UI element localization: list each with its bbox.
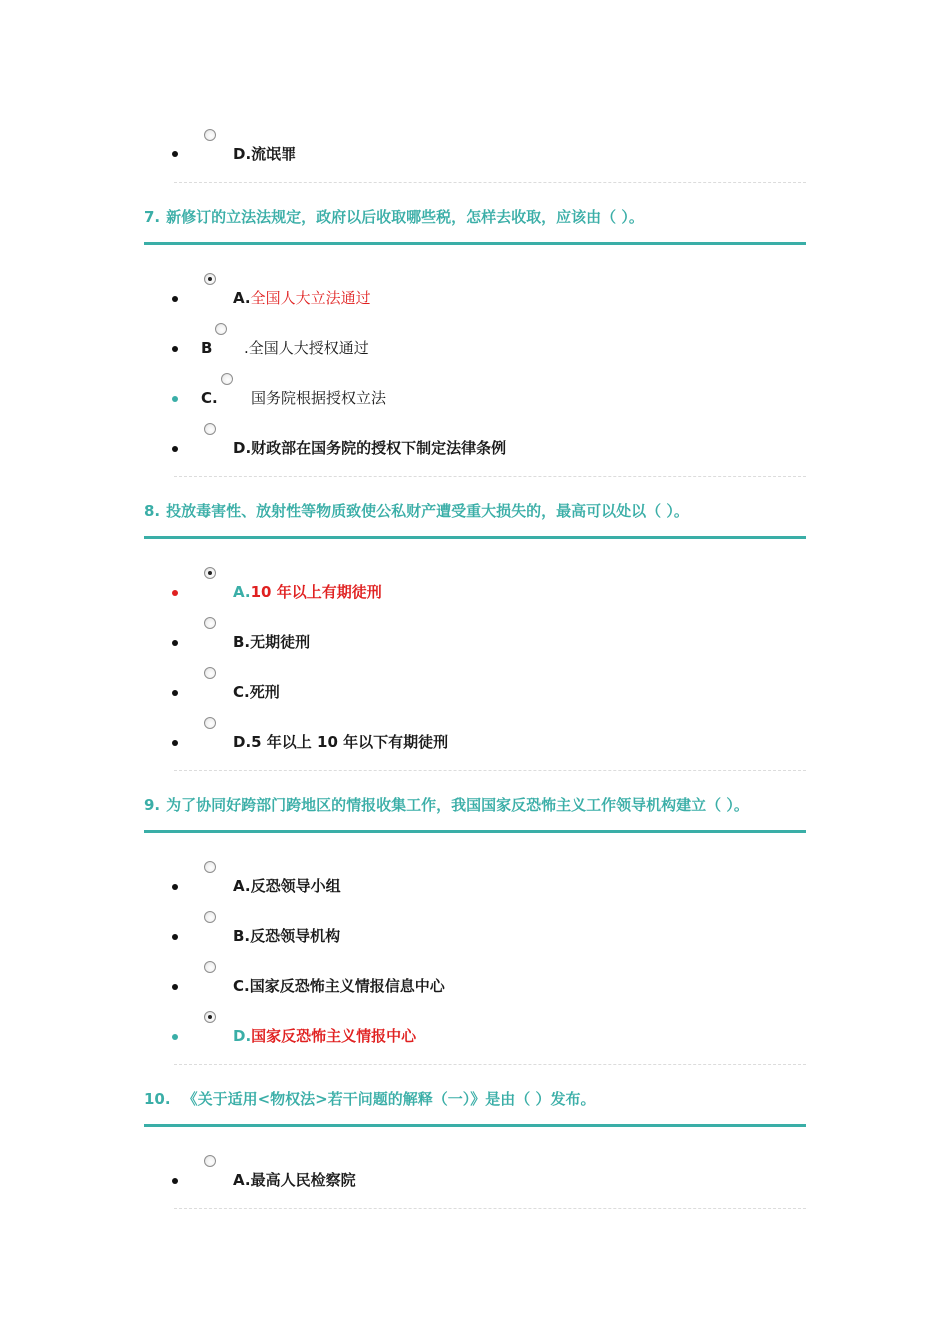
q8-option-b-bullet xyxy=(172,640,178,646)
q8-option-c-bullet xyxy=(172,690,178,696)
q7-option-a-text: 全国人大立法通过 xyxy=(250,289,371,307)
q9-rule xyxy=(144,830,806,833)
q8-option-b-label: B.无期徒刑 xyxy=(233,633,311,651)
q8-separator xyxy=(174,770,806,771)
q9-option-d-text: 国家反恐怖主义情报中心 xyxy=(251,1027,417,1045)
q8-number: 8. xyxy=(144,502,161,520)
q7-option-d-label: D.财政部在国务院的授权下制定法律条例 xyxy=(233,439,507,457)
q9-option-c-bullet xyxy=(172,984,178,990)
q9-option-c-radio[interactable] xyxy=(204,961,216,973)
q7-option-d-bullet xyxy=(172,446,178,452)
q10-option-a-radio[interactable] xyxy=(204,1155,216,1167)
q9-option-c-label: C.国家反恐怖主义情报信息中心 xyxy=(233,977,445,995)
q7-separator xyxy=(174,476,806,477)
q7-option-c-text: 国务院根据授权立法 xyxy=(251,389,387,407)
q10-separator xyxy=(174,1208,806,1209)
q9-title xyxy=(144,795,749,815)
q8-option-a-text: 10 年以上有期徒刑 xyxy=(250,583,382,601)
q8-text: 投放毒害性、放射性等物质致使公私财产遭受重大损失的，最高可以处以（ ）。 xyxy=(166,502,689,520)
q9-option-b-label: B.反恐领导机构 xyxy=(233,927,341,945)
q7-option-b-text: .全国人大授权通过 xyxy=(244,339,369,357)
q9-option-d-prefix: D. xyxy=(233,1027,252,1045)
q7-rule xyxy=(144,242,806,245)
q8-option-a-label xyxy=(233,582,382,602)
q9-separator xyxy=(174,1064,806,1065)
q8-option-a-radio[interactable] xyxy=(204,567,216,579)
q7-option-b-prefix: B xyxy=(201,339,213,357)
q8-option-a-bullet xyxy=(172,590,178,596)
q8-option-d-radio[interactable] xyxy=(204,717,216,729)
q8-title xyxy=(144,501,689,521)
q8-option-c-label: C.死刑 xyxy=(233,683,280,701)
q9-text: 为了协同好跨部门跨地区的情报收集工作，我国国家反恐怖主义工作领导机构建立（ ）。 xyxy=(166,796,749,814)
q7-text: 新修订的立法法规定，政府以后收取哪些税，怎样去收取，应该由（ ）。 xyxy=(166,208,644,226)
q10-number: 10. xyxy=(144,1090,171,1108)
q7-title xyxy=(144,207,644,227)
q7-option-c-bullet xyxy=(172,396,178,402)
q7-option-c-radio[interactable] xyxy=(221,373,233,385)
q8-option-a-prefix: A. xyxy=(233,583,251,601)
q8-option-c-radio[interactable] xyxy=(204,667,216,679)
q7-option-a-label xyxy=(233,288,371,308)
q10-title xyxy=(144,1089,595,1109)
q7-option-d-radio[interactable] xyxy=(204,423,216,435)
q6-option-d-label: D.流氓罪 xyxy=(233,145,297,163)
q6-separator xyxy=(174,182,806,183)
q9-option-a-label: A.反恐领导小组 xyxy=(233,877,341,895)
q8-option-d-bullet xyxy=(172,740,178,746)
q6-option-d-bullet xyxy=(172,151,178,157)
q7-number: 7. xyxy=(144,208,161,226)
q9-option-d-bullet xyxy=(172,1034,178,1040)
q7-option-a-bullet xyxy=(172,296,178,302)
q7-option-b-radio[interactable] xyxy=(215,323,227,335)
q10-option-a-bullet xyxy=(172,1178,178,1184)
q10-option-a-label: A.最高人民检察院 xyxy=(233,1171,356,1189)
q9-option-b-bullet xyxy=(172,934,178,940)
q7-option-c-prefix: C. xyxy=(201,389,218,407)
q10-rule xyxy=(144,1124,806,1127)
q7-option-a-prefix: A. xyxy=(233,289,251,307)
q9-option-a-radio[interactable] xyxy=(204,861,216,873)
q10-text: 《关于适用<物权法>若干问题的解释（一）》是由（ ）发布。 xyxy=(182,1090,596,1108)
q9-option-b-radio[interactable] xyxy=(204,911,216,923)
q9-option-d-label xyxy=(233,1026,416,1046)
q6-option-d-radio[interactable] xyxy=(204,129,216,141)
q7-option-b-bullet xyxy=(172,346,178,352)
q8-rule xyxy=(144,536,806,539)
q8-option-b-radio[interactable] xyxy=(204,617,216,629)
q9-option-a-bullet xyxy=(172,884,178,890)
q7-option-a-radio[interactable] xyxy=(204,273,216,285)
q8-option-d-label: D.5 年以上 10 年以下有期徒刑 xyxy=(233,733,449,751)
q9-number: 9. xyxy=(144,796,161,814)
q9-option-d-radio[interactable] xyxy=(204,1011,216,1023)
